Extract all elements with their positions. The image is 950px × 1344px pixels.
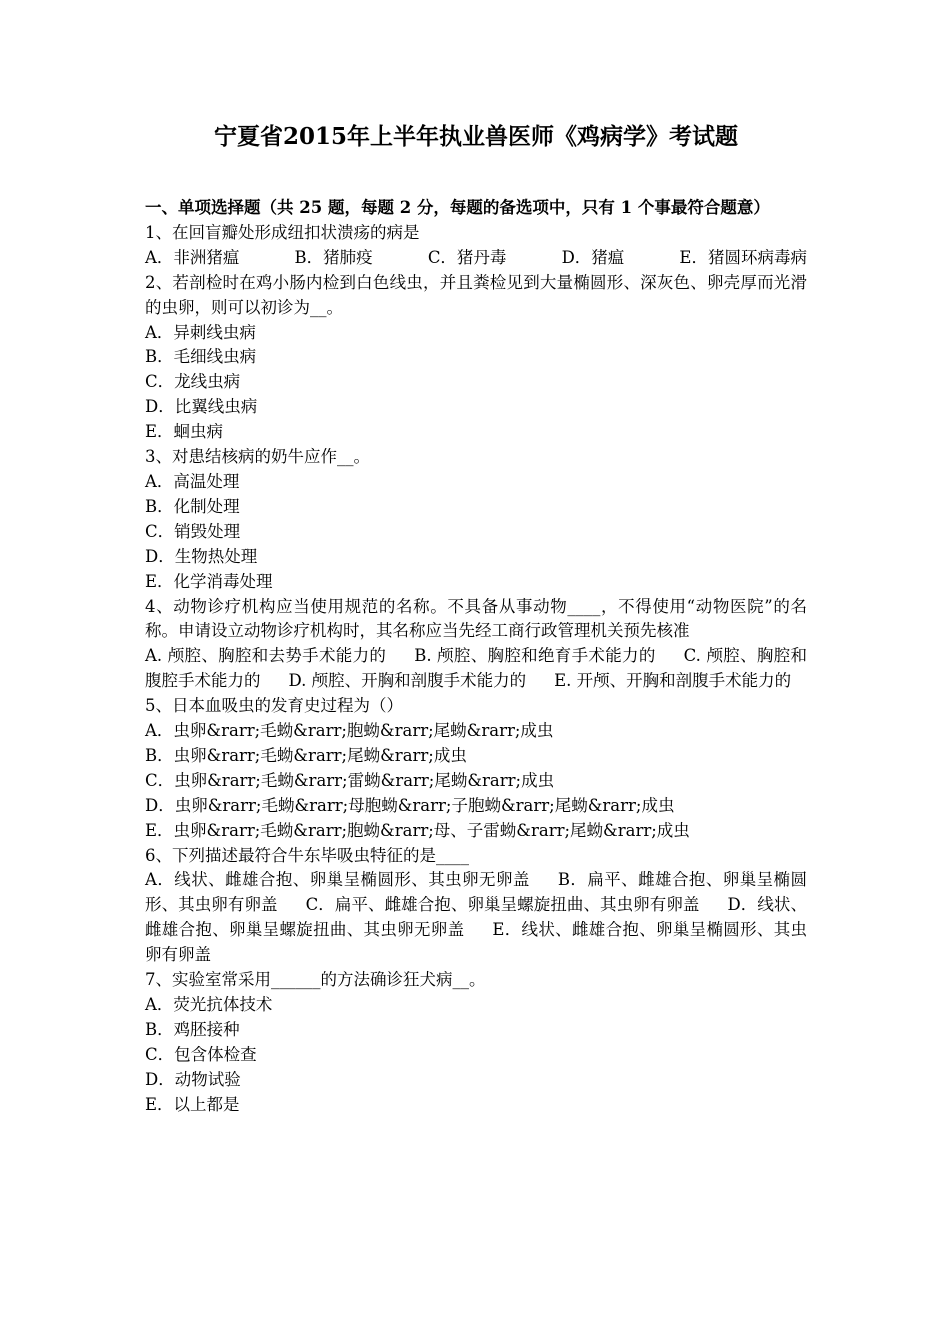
question-5-option-b: B．虫卵&rarr;毛蚴&rarr;尾蚴&rarr;成虫 <box>145 745 467 765</box>
question-4-option-b: B. 颅腔、胸腔和绝育手术能力的 <box>414 646 656 666</box>
question-4-option-e: E. 开颅、开胸和剖腹手术能力的 <box>554 671 792 691</box>
question-5-option-c: C．虫卵&rarr;毛蚴&rarr;雷蚴&rarr;尾蚴&rarr;成虫 <box>145 770 555 790</box>
question-5-option-d: D．虫卵&rarr;毛蚴&rarr;母胞蚴&rarr;子胞蚴&rarr;尾蚴&rarr;成虫 <box>145 795 675 815</box>
question-2-option-a: A．异刺线虫病 <box>145 322 256 342</box>
question-4-option-a: A. 颅腔、胸腔和去势手术能力的 <box>145 646 387 666</box>
document-body <box>145 196 807 1118</box>
question-4-stem: 4、动物诊疗机构应当使用规范的名称。不具备从事动物____，不得使用“动物医院”的名称。申请设立动物诊疗机构时，其名称应当先经工商行政管理机关预先核准 <box>145 596 807 641</box>
question-2-option-c: C．龙线虫病 <box>145 372 241 392</box>
question-3-option-c: C．销毁处理 <box>145 521 241 541</box>
question-7-stem: 7、实验室常采用______的方法确诊狂犬病__。 <box>145 970 486 990</box>
question-6-option-e: E．线状、雌雄合抱、卵巢呈椭圆形、其虫卵有卵盖 <box>145 920 808 965</box>
question-5-option-e: E．虫卵&rarr;毛蚴&rarr;胞蚴&rarr;母、子雷蚴&rarr;尾蚴&rarr;成虫 <box>145 820 690 840</box>
question-3-option-d: D．生物热处理 <box>145 546 258 566</box>
question-3-option-e: E．化学消毒处理 <box>145 571 273 591</box>
question-3-stem: 3、对患结核病的奶牛应作__。 <box>145 447 370 467</box>
question-7-option-e: E．以上都是 <box>145 1094 240 1114</box>
question-2-option-d: D．比翼线虫病 <box>145 397 258 417</box>
question-1-option-a: A．非洲猪瘟 <box>145 247 240 267</box>
question-1-options <box>145 246 807 271</box>
question-6-option-a: A．线状、雌雄合抱、卵巢呈椭圆形、其虫卵无卵盖 <box>145 870 530 890</box>
question-1-option-e: E．猪圆环病毒病 <box>679 247 807 267</box>
question-2-option-b: B．毛细线虫病 <box>145 347 257 367</box>
document-title: 宁夏省2015年上半年执业兽医师《鸡病学》考试题 <box>213 123 738 150</box>
question-1-option-c: C．猪丹毒 <box>427 247 507 267</box>
question-7-option-d: D．动物试验 <box>145 1069 241 1089</box>
question-1-option-b: B．猪肺疫 <box>294 247 373 267</box>
question-7-option-a: A．荧光抗体技术 <box>145 995 273 1014</box>
question-4-option-c: C. 颅腔、胸腔和腹腔手术能力的 <box>145 646 808 691</box>
question-7-option-c: C．包含体检查 <box>145 1044 257 1064</box>
question-2-option-e: E．蛔虫病 <box>145 422 224 442</box>
question-2-stem: 2、若剖检时在鸡小肠内检到白色线虫，并且粪检见到大量椭圆形、深灰色、卵壳厚而光滑的虫卵，则可以初诊为__。 <box>145 272 807 317</box>
question-4-option-d: D. 颅腔、开胸和剖腹手术能力的 <box>288 671 527 691</box>
question-6-option-d: D．线状、雌雄合抱、卵巢呈螺旋扭曲、其虫卵无卵盖 <box>145 895 808 940</box>
question-1-stem: 1、在回盲瓣处形成纽扣状溃疡的病是 <box>145 222 420 242</box>
question-3-option-a: A．高温处理 <box>145 471 240 491</box>
question-4-options <box>145 644 807 694</box>
question-6-option-c: C．扁平、雌雄合抱、卵巢呈螺旋扭曲、其虫卵有卵盖 <box>305 895 700 915</box>
question-6-options <box>145 868 807 968</box>
question-5-stem: 5、日本血吸虫的发育史过程为（） <box>145 696 403 716</box>
question-7-option-b: B．鸡胚接种 <box>145 1019 240 1039</box>
question-5-option-a: A．虫卵&rarr;毛蚴&rarr;胞蚴&rarr;尾蚴&rarr;成虫 <box>145 721 554 741</box>
question-6-stem: 6、下列描述最符合牛东毕吸虫特征的是____ <box>145 845 469 865</box>
question-1-option-d: D．猪瘟 <box>561 247 625 267</box>
section-heading: 一、单项选择题（共 25 题，每题 2 分，每题的备选项中，只有 1 个事最符合题意） <box>145 198 770 217</box>
question-3-option-b: B．化制处理 <box>145 496 240 516</box>
question-6-option-b: B．扁平、雌雄合抱、卵巢呈椭圆形、其虫卵有卵盖 <box>145 870 807 915</box>
